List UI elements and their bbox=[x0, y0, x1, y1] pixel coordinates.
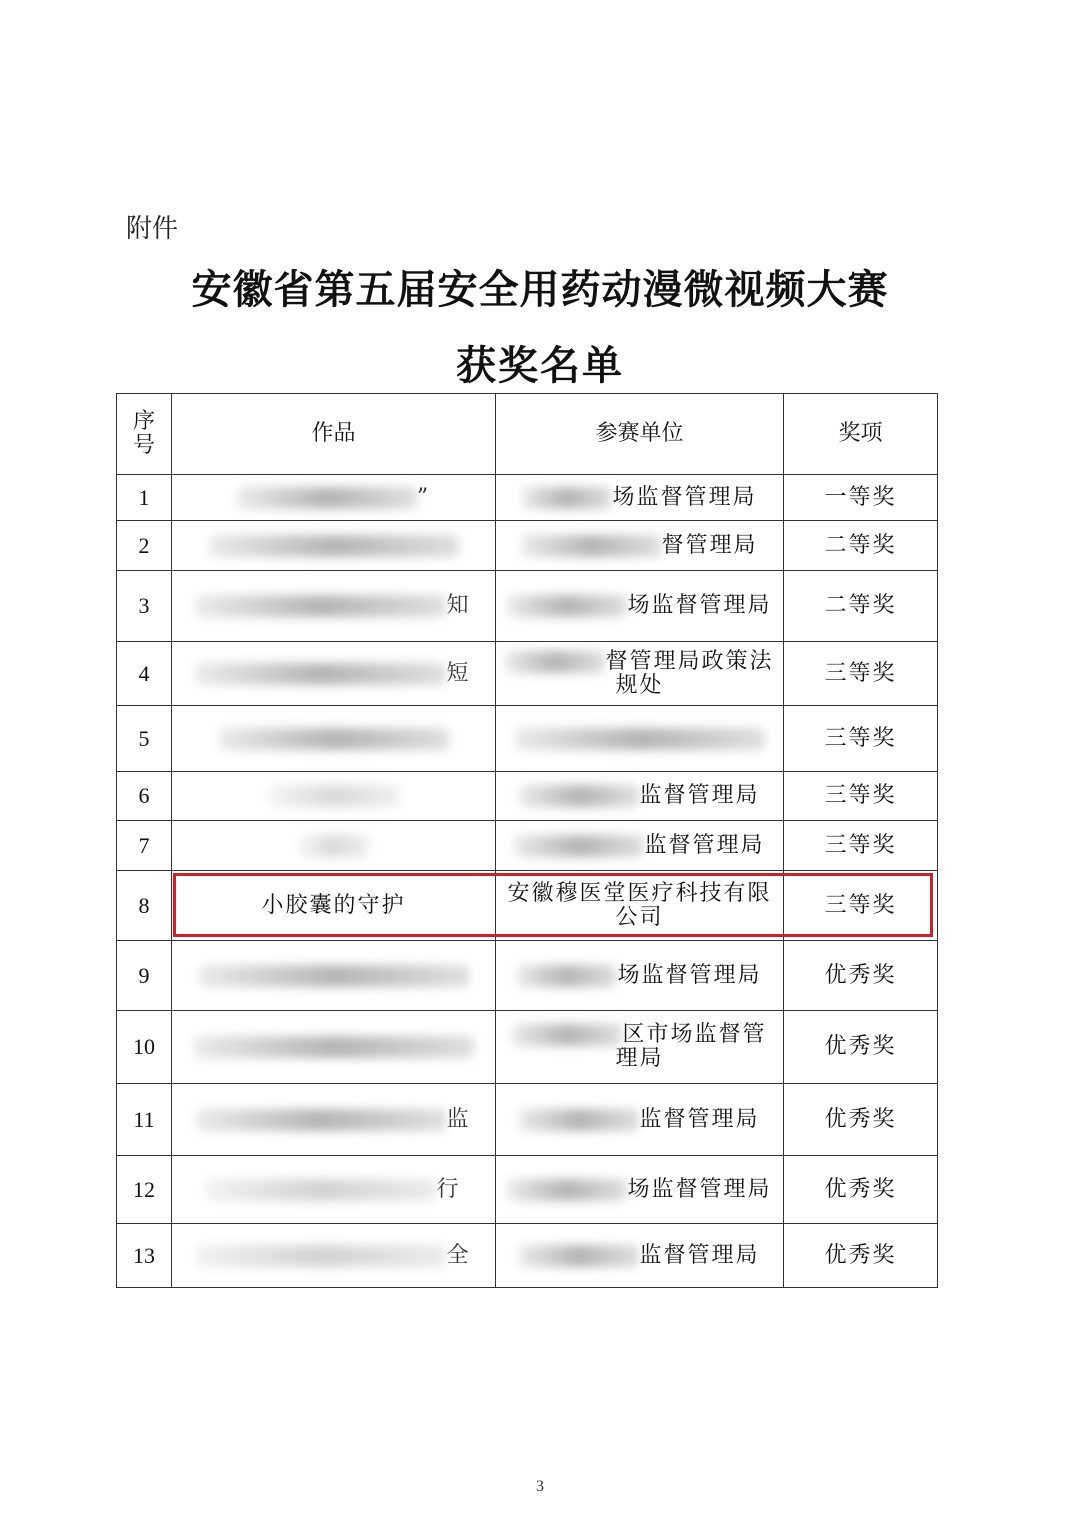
table-row bbox=[117, 1011, 938, 1084]
redacted-text bbox=[299, 835, 369, 857]
row-work bbox=[172, 772, 496, 821]
row-work bbox=[172, 642, 496, 706]
row-unit-visible-fragment: 监督管理局 bbox=[639, 1106, 760, 1132]
row-seq: 12 bbox=[117, 1156, 172, 1224]
row-work bbox=[172, 821, 496, 871]
row-seq: 5 bbox=[117, 706, 172, 772]
row-seq: 13 bbox=[117, 1224, 172, 1288]
table-row bbox=[117, 521, 938, 571]
row-prize: 优秀奖 bbox=[784, 941, 938, 1011]
row-seq: 3 bbox=[117, 571, 172, 642]
redacted-text bbox=[505, 651, 605, 673]
row-unit bbox=[496, 1084, 784, 1156]
row-seq: 1 bbox=[117, 475, 172, 521]
table-row bbox=[117, 772, 938, 821]
row-work-visible-fragment: 短 bbox=[446, 660, 471, 686]
row-unit bbox=[496, 772, 784, 821]
table-row bbox=[117, 1224, 938, 1288]
redacted-text bbox=[515, 728, 765, 750]
document-title: 安徽省第五届安全用药动漫微视频大赛 bbox=[191, 267, 889, 313]
row-work bbox=[172, 571, 496, 642]
row-seq: 7 bbox=[117, 821, 172, 871]
row-unit-visible-fragment: 区市场监督管理局 bbox=[615, 1022, 767, 1071]
row-seq: 10 bbox=[117, 1011, 172, 1084]
row-unit-visible-fragment: 场监督管理局 bbox=[612, 484, 757, 510]
row-seq: 9 bbox=[117, 941, 172, 1011]
redacted-text bbox=[237, 487, 417, 509]
row-unit bbox=[496, 1011, 784, 1084]
row-work bbox=[172, 1011, 496, 1084]
awards-table bbox=[116, 393, 938, 1288]
row-work bbox=[172, 706, 496, 772]
redacted-text bbox=[519, 1245, 639, 1267]
row-unit bbox=[496, 521, 784, 571]
row-unit-visible-fragment: 监督管理局 bbox=[639, 783, 760, 808]
row-prize: 二等奖 bbox=[784, 521, 938, 571]
row-unit bbox=[496, 1224, 784, 1288]
column-header-work: 作品 bbox=[172, 394, 496, 475]
row-work bbox=[172, 475, 496, 521]
row-unit bbox=[496, 706, 784, 772]
row-unit-visible-fragment: 场监督管理局 bbox=[627, 593, 772, 618]
redacted-text bbox=[209, 535, 459, 557]
row-prize: 二等奖 bbox=[784, 571, 938, 642]
row-unit-visible-fragment: 监督管理局 bbox=[644, 832, 765, 858]
redacted-text bbox=[517, 965, 617, 987]
row-work bbox=[172, 521, 496, 571]
row-unit-visible-fragment: 督管理局 bbox=[661, 532, 758, 558]
redacted-text bbox=[206, 1179, 436, 1201]
redacted-text bbox=[519, 1109, 639, 1131]
row-unit-visible-fragment: 场监督管理局 bbox=[617, 962, 762, 988]
row-seq: 2 bbox=[117, 521, 172, 571]
redacted-text bbox=[522, 487, 612, 509]
redacted-text bbox=[519, 785, 639, 807]
table-row bbox=[117, 642, 938, 706]
redacted-text bbox=[269, 785, 399, 807]
row-work-visible-fragment: 行 bbox=[436, 1176, 461, 1202]
column-header-prize: 奖项 bbox=[784, 394, 938, 475]
table-header-row bbox=[117, 394, 938, 475]
column-header-seq bbox=[117, 394, 172, 475]
row-seq: 8 bbox=[117, 871, 172, 941]
column-header-seq-line2: 号 bbox=[132, 433, 155, 458]
row-prize: 三等奖 bbox=[784, 821, 938, 871]
row-prize: 优秀奖 bbox=[784, 1156, 938, 1224]
row-seq: 6 bbox=[117, 772, 172, 821]
row-unit-visible-fragment: 场监督管理局 bbox=[627, 1176, 772, 1202]
table-row bbox=[117, 706, 938, 772]
row-seq: 11 bbox=[117, 1084, 172, 1156]
row-unit bbox=[496, 571, 784, 642]
table-row bbox=[117, 1084, 938, 1156]
redacted-text bbox=[196, 595, 446, 617]
redacted-text bbox=[194, 1036, 474, 1058]
redacted-text bbox=[196, 1245, 446, 1267]
attachment-label: 附件 bbox=[126, 214, 179, 244]
row-work-visible-fragment: 全 bbox=[446, 1242, 471, 1268]
row-work: 小胶囊的守护 bbox=[172, 871, 496, 941]
row-unit bbox=[496, 941, 784, 1011]
highlight-box bbox=[173, 873, 933, 937]
column-header-unit: 参赛单位 bbox=[496, 394, 784, 475]
row-prize: 一等奖 bbox=[784, 475, 938, 521]
row-unit-visible-fragment: 督管理局政策法规处 bbox=[605, 648, 774, 698]
redacted-text bbox=[507, 595, 627, 617]
row-work bbox=[172, 1224, 496, 1288]
row-work-visible-fragment: 知 bbox=[446, 593, 471, 618]
row-work bbox=[172, 1156, 496, 1224]
row-work-visible-fragment: ” bbox=[416, 484, 431, 510]
redacted-text bbox=[514, 835, 644, 857]
row-prize: 三等奖 bbox=[784, 772, 938, 821]
table-row bbox=[117, 475, 938, 521]
row-prize: 优秀奖 bbox=[784, 1084, 938, 1156]
redacted-text bbox=[199, 965, 469, 987]
row-work bbox=[172, 941, 496, 1011]
redacted-text bbox=[219, 728, 449, 750]
table-row bbox=[117, 1156, 938, 1224]
redacted-text bbox=[507, 1179, 627, 1201]
row-prize: 三等奖 bbox=[784, 642, 938, 706]
document-subtitle: 获奖名单 bbox=[456, 343, 624, 389]
row-unit bbox=[496, 821, 784, 871]
table-row bbox=[117, 571, 938, 642]
row-unit bbox=[496, 642, 784, 706]
row-unit bbox=[496, 475, 784, 521]
row-prize: 优秀奖 bbox=[784, 1011, 938, 1084]
row-work-visible-fragment: 监 bbox=[446, 1106, 471, 1132]
row-unit: 安徽穆医堂医疗科技有限公司 bbox=[496, 871, 784, 941]
row-unit-visible-fragment: 监督管理局 bbox=[639, 1242, 760, 1268]
row-prize: 三等奖 bbox=[784, 706, 938, 772]
page-number: 3 bbox=[536, 1478, 544, 1495]
row-work bbox=[172, 1084, 496, 1156]
row-seq: 4 bbox=[117, 642, 172, 706]
redacted-text bbox=[196, 663, 446, 685]
row-prize: 优秀奖 bbox=[784, 1224, 938, 1288]
row-prize: 三等奖 bbox=[784, 871, 938, 941]
table-row bbox=[117, 941, 938, 1011]
row-unit bbox=[496, 1156, 784, 1224]
redacted-text bbox=[521, 535, 661, 557]
redacted-text bbox=[196, 1109, 446, 1131]
redacted-text bbox=[512, 1024, 622, 1046]
table-row bbox=[117, 821, 938, 871]
column-header-seq-line1: 序 bbox=[132, 409, 155, 434]
